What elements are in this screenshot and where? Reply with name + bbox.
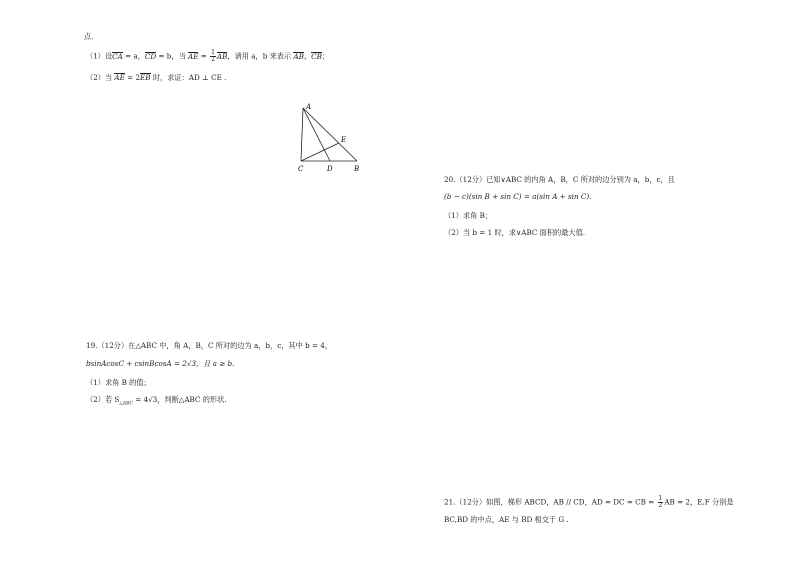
q19-line2: bsinAcosC + csinBcosA = 2√3，且 a ≥ b． (86, 359, 240, 368)
fraction-denominator-2: 2 (658, 502, 663, 509)
fraction-numerator: 1 (211, 49, 215, 56)
q18-part1-text-b: = b，当 (156, 51, 189, 61)
segment-ab (303, 108, 357, 161)
q20-line2: (b − c)(sin B + sin C) = a(sin A + sin C)． (444, 192, 597, 201)
label-d: D (327, 165, 333, 173)
q18-part2-label: （2）当 (86, 73, 115, 82)
q21-line1-post: AB = 2，E,F 分别是 (664, 497, 734, 507)
q18-part1-label: （1）设 (86, 51, 113, 61)
q19-part2-subscript: △ABC (119, 401, 133, 407)
vector-ca: CA (112, 51, 123, 61)
q18-part1 (86, 50, 329, 63)
vector-ae: AE (188, 51, 199, 61)
q18-part2-end: 时，求证：AD ⊥ CE . (150, 73, 227, 82)
fraction-numerator-2: 1 (658, 495, 663, 502)
q19-line1: 19.（12分）在△ABC 中，角 A，B，C 所对的边为 a，b，c，其中 b = 4， (86, 341, 333, 350)
fraction-half (210, 50, 216, 63)
q20-line1: 20.（12分）已知∨ABC 的内角 A，B，C 所对的边分别为 a，b，c，且 (444, 175, 675, 184)
vector-ae-2: AE (114, 73, 125, 82)
q21-line2: BC,BD 的中点，AE 与 BD 相交于 G . (444, 515, 569, 524)
q20-part2: （2）当 b = 1 时，求∨ABC 面积的最大值. (444, 228, 586, 237)
label-a: A (306, 103, 312, 111)
q18-part1-text-d: ，请用 a，b 来表示 (227, 51, 294, 61)
fraction-denominator: 2 (211, 56, 215, 63)
vector-eb: EB (140, 73, 151, 82)
q18-part1-end: ； (321, 51, 330, 61)
q21-line1-pre: 21.（12分）如图，梯形 ABCD，AB // CD，AD = DC = CB = (444, 497, 657, 507)
label-b: B (354, 165, 360, 173)
label-e: E (341, 136, 347, 144)
q18-part1-text-c: = (198, 51, 210, 61)
fraction-half-2 (658, 496, 664, 509)
vector-ab-2: AB (293, 51, 304, 61)
segment-ad (303, 108, 330, 161)
q18-part2-eq: = 2 (124, 73, 141, 82)
vector-cb: CB (311, 51, 322, 61)
label-c: C (298, 165, 304, 173)
q19-part2-post: = 4√3，判断△ABC 的形状. (132, 395, 227, 404)
segment-ac (301, 108, 303, 161)
q18-part1-sep: ， (303, 51, 312, 61)
q20-part1: （1）求角 B； (444, 211, 493, 220)
q21-line1 (444, 496, 734, 509)
segment-ce (301, 143, 339, 161)
q19-part2-pre: （2）若 S (86, 395, 120, 404)
q18-tail: 点. (84, 32, 94, 41)
q18-part1-text-a: = a， (122, 51, 145, 61)
q18-part2 (86, 74, 226, 81)
triangle-figure (290, 100, 370, 176)
q19-part1: （1）求角 B 的值； (86, 378, 151, 387)
q19-part2 (86, 396, 227, 407)
vector-cd: CD (144, 51, 157, 61)
vector-ab: AB (216, 51, 228, 61)
